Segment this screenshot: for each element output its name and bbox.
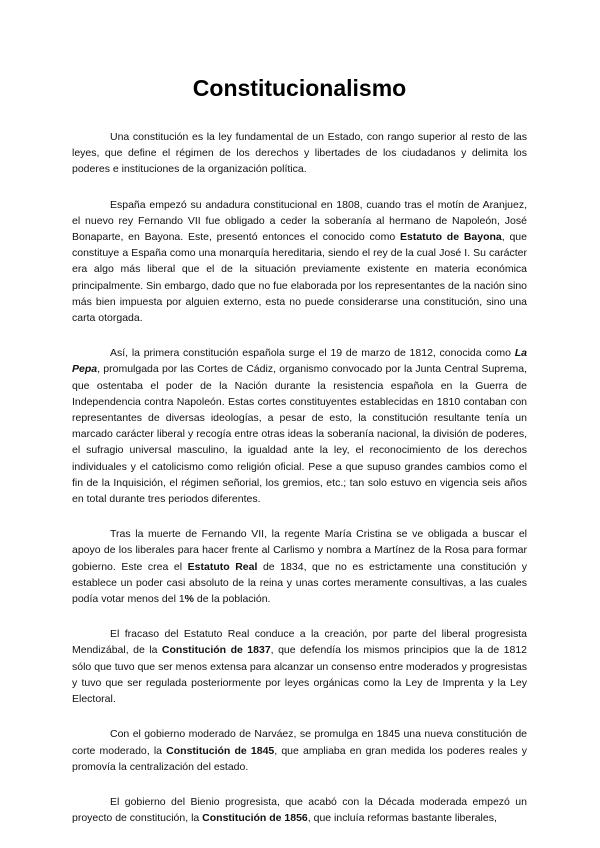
paragraph-la-pepa <box>72 345 527 507</box>
text-run: Así, la primera constitución española surge el 19 de marzo de 1812, conocida como <box>110 347 515 360</box>
text-run: Con el gobierno moderado de Narváez, se promulga en 1845 una nueva constitución de corte moderado, la <box>72 728 527 757</box>
text-run: , promulgada por las Cortes de Cádiz, organismo convocado por la Junta Central Suprema, que ostentaba el poder de la Nación durante la resistencia española en la Guerra de Independencia contra Napoleón. Estas cortes constituyentes establecidas en 1810 contaban con representantes de diversas ideologías, a pesar de esto, la constitución resultante tenía un marcado carácter liberal y recogía entre otras ideas la soberanía nacional, la división de poderes, el sufragio universal masculino, la igualdad ante la ley, el reconocimiento de los derechos individuales y el catolicismo como religión oficial. Pese a que supuso grandes cambios como el fin de la Inquisición, el régimen señorial, los gremios, etc.; tan solo estuvo en vigencia seis años en total durante tres periodos diferentes. <box>72 363 527 506</box>
text-run: , que incluía reformas bastante liberales, <box>307 812 497 825</box>
text-run: El fracaso del Estatuto Real conduce a la creación, por parte del liberal progresista Mendizábal, de la <box>72 628 527 657</box>
emphasis-bold: Constitución de 1856 <box>202 812 308 825</box>
paragraph-constitucion-1856 <box>72 794 527 826</box>
paragraph-definition <box>72 129 527 178</box>
document-title: Constitucionalismo <box>192 75 407 101</box>
document-body <box>72 129 527 826</box>
paragraph-constitucion-1837 <box>72 626 527 707</box>
text-run: Una constitución es la ley fundamental de un Estado, con rango superior al resto de las leyes, que define el régimen de los derechos y libertades de los ciudadanos y delimita los poderes e instituciones de la organización política. <box>72 131 527 176</box>
emphasis-bold: Estatuto Real <box>187 560 258 573</box>
text-run: de 1834, que no es estrictamente una constitución y establece un poder casi absoluto de la reina y unas cortes meramente consultivas, a las cuales podía votar menos del 1 <box>72 560 527 606</box>
emphasis-bold: Constitución de 1837 <box>161 644 271 657</box>
emphasis-italic: La Pepa <box>72 347 527 376</box>
paragraph-bayona <box>72 197 527 327</box>
paragraph-estatuto-real <box>72 526 527 607</box>
emphasis-bold: Estatuto de Bayona <box>399 231 502 244</box>
paragraph-constitucion-1845 <box>72 726 527 775</box>
emphasis-bold: % <box>184 593 194 606</box>
text-run: , que constituye a España como una monarquía hereditaria, siendo el rey de la cual José I. Su carácter era algo más liberal que el de la situación previamente existente en materia económica principalmente. Sin embargo, dado que no fue elaborada por los representantes de la nación sino más bien impuesta por alguien externo, esta no puede considerarse una constitución, sino una carta otorgada. <box>72 231 527 325</box>
text-run: de la población. <box>194 593 271 606</box>
document-page <box>72 70 527 826</box>
text-run: El gobierno del Bienio progresista, que acabó con la Década moderada empezó un proyecto de constitución, la <box>72 795 527 825</box>
text-run: España empezó su andadura constitucional en 1808, cuando tras el motín de Aranjuez, el nuevo rey Fernando VII fue obligado a ceder la soberanía al hermano de Napoleón, José Bonaparte, en Bayona. Este, presentó entonces el conocido como <box>72 198 527 244</box>
text-run: , que ampliaba en gran medida los poderes reales y promovía la centralización del estado. <box>72 744 527 773</box>
text-run: , que defendía los mismos principios que la de 1812 sólo que tuvo que ser menos extensa para alcanzar un consenso entre moderados y progresistas y tuvo que ser regulada posteriormente por leyes orgánicas como la Ley de Imprenta y la Ley Electoral. <box>72 644 527 706</box>
text-run: Tras la muerte de Fernando VII, la regente María Cristina se ve obligada a buscar el apoyo de los liberales para hacer frente al Carlismo y nombra a Martínez de la Rosa para formar gobierno. Este crea el <box>72 528 527 573</box>
emphasis-bold: Constitución de 1845 <box>166 744 275 757</box>
